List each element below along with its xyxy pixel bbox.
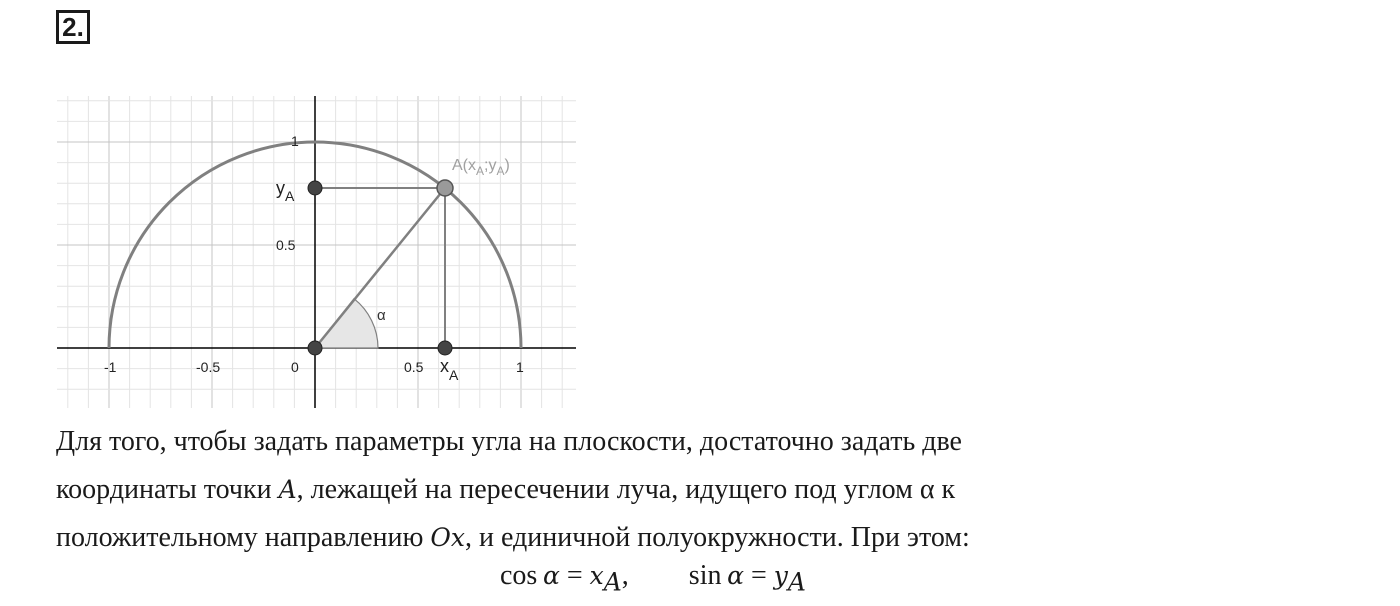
tick-label-x-05: 0.5 bbox=[404, 359, 424, 375]
angle-sector bbox=[315, 299, 378, 348]
yA-label: $y_A$ bbox=[276, 178, 295, 204]
point-A bbox=[437, 180, 453, 196]
unit-semicircle-figure bbox=[0, 0, 600, 410]
variable-Ox: Ox bbox=[430, 523, 465, 552]
paragraph-line-1: Для того, чтобы задать параметры угла на плоскости, достаточно задать две bbox=[56, 426, 962, 457]
tick-label-x-neg05: -0.5 bbox=[196, 359, 221, 375]
trig-formula: $\cos \alpha = x_A$, $\sin \alpha = y_A$ bbox=[500, 560, 806, 597]
ray-OA bbox=[315, 188, 445, 348]
point-xA bbox=[438, 341, 452, 355]
xA-label: $x_A$ bbox=[440, 356, 459, 383]
point-A-label: $A(x_A;y_A)$ bbox=[452, 157, 510, 178]
explanation-paragraph bbox=[56, 418, 1356, 562]
origin-point bbox=[308, 341, 322, 355]
task-number: 2. bbox=[56, 10, 90, 44]
tick-label-y-05: 0.5 bbox=[276, 237, 296, 253]
paragraph-line-2: координаты точки A, лежащей на пересечении луча, идущего под углом α к bbox=[56, 474, 956, 505]
paragraph-line-3: положительному направлению Ox, и единичной полуокружности. При этом: bbox=[56, 522, 970, 553]
tick-label-x-1: 1 bbox=[516, 359, 524, 375]
tick-label-x-neg1: -1 bbox=[104, 359, 117, 375]
angle-alpha-label: α bbox=[377, 307, 386, 324]
variable-A: A bbox=[278, 475, 297, 504]
point-yA bbox=[308, 181, 322, 195]
tick-label-y-1: 1 bbox=[291, 133, 299, 149]
tick-label-x-0: 0 bbox=[291, 359, 299, 375]
